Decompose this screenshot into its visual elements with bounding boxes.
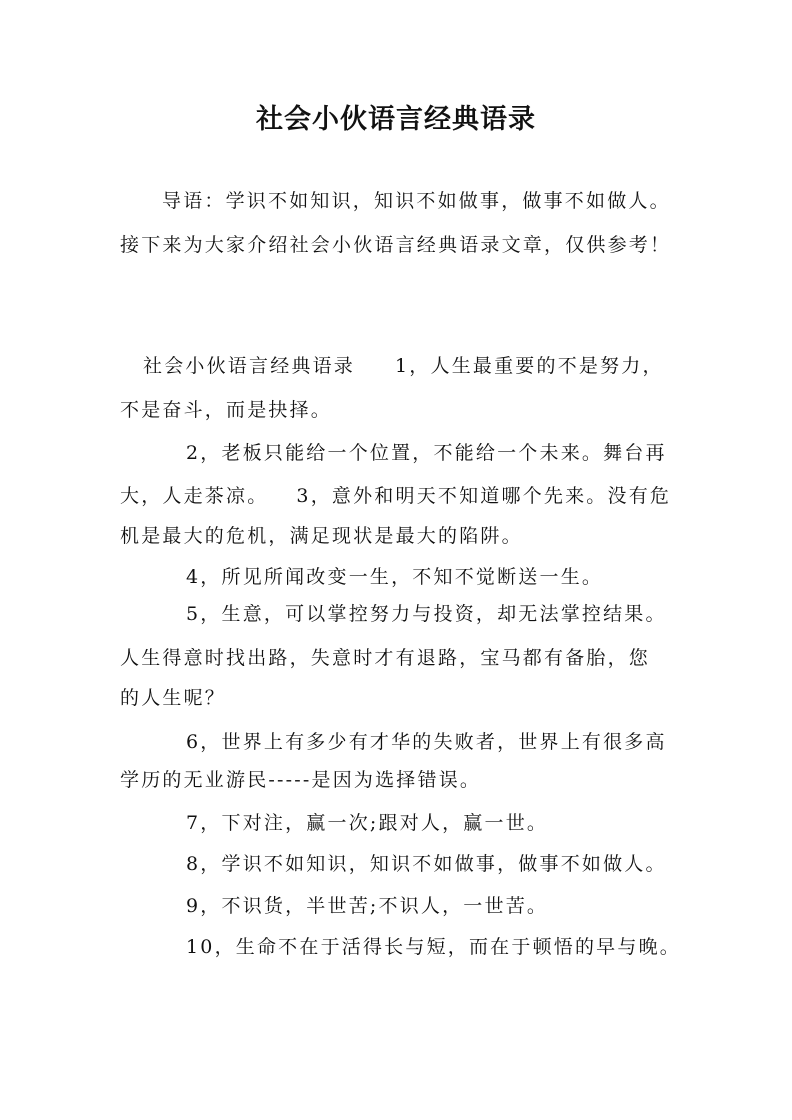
quote-8: 8，学识不如知识，知识不如做事，做事不如做人。 <box>186 853 667 875</box>
quote-3-start: 3，意外和明天不知道哪个先来。没有危 <box>296 485 672 507</box>
document-title: 社会小伙语言经典语录 <box>256 104 536 135</box>
quote-5-line-2: 人生得意时找出路，失意时才有退路，宝马都有备胎，您 <box>120 647 651 669</box>
intro-line-2: 接下来为大家介绍社会小伙语言经典语录文章，仅供参考！ <box>120 234 672 256</box>
quote-5-line-1: 5，生意，可以掌控努力与投资，却无法掌控结果。 <box>186 603 667 625</box>
quote-4: 4，所见所闻改变一生，不知不觉断送一生。 <box>186 566 604 588</box>
quote-5-line-3: 的人生呢？ <box>120 687 227 709</box>
body-line-1 <box>143 354 664 378</box>
quote-3-end: 机是最大的危机，满足现状是最大的陷阱。 <box>120 525 523 547</box>
body-line-2 <box>120 484 671 508</box>
intro-line-1: 导语：学识不如知识，知识不如做事，做事不如做人。 <box>162 190 671 212</box>
quote-6-line-1: 6，世界上有多少有才华的失败者，世界上有很多高 <box>186 731 667 753</box>
quote-2-end: 大，人走茶凉。 <box>120 485 269 507</box>
quote-10: 10，生命不在于活得长与短，而在于顿悟的早与晚。 <box>186 936 681 958</box>
quote-6-line-2: 学历的无业游民-----是因为选择错误。 <box>120 769 482 791</box>
quote-1-start: 1，人生最重要的不是努力， <box>395 355 664 377</box>
quote-2-start: 2，老板只能给一个位置，不能给一个未来。舞台再 <box>186 442 667 464</box>
section-heading: 社会小伙语言经典语录 <box>143 355 356 377</box>
quote-7: 7，下对注，赢一次;跟对人，赢一世。 <box>186 812 549 834</box>
quote-1-end: 不是奋斗，而是抉择。 <box>120 399 333 421</box>
quote-9: 9，不识货，半世苦;不识人，一世苦。 <box>186 895 549 917</box>
